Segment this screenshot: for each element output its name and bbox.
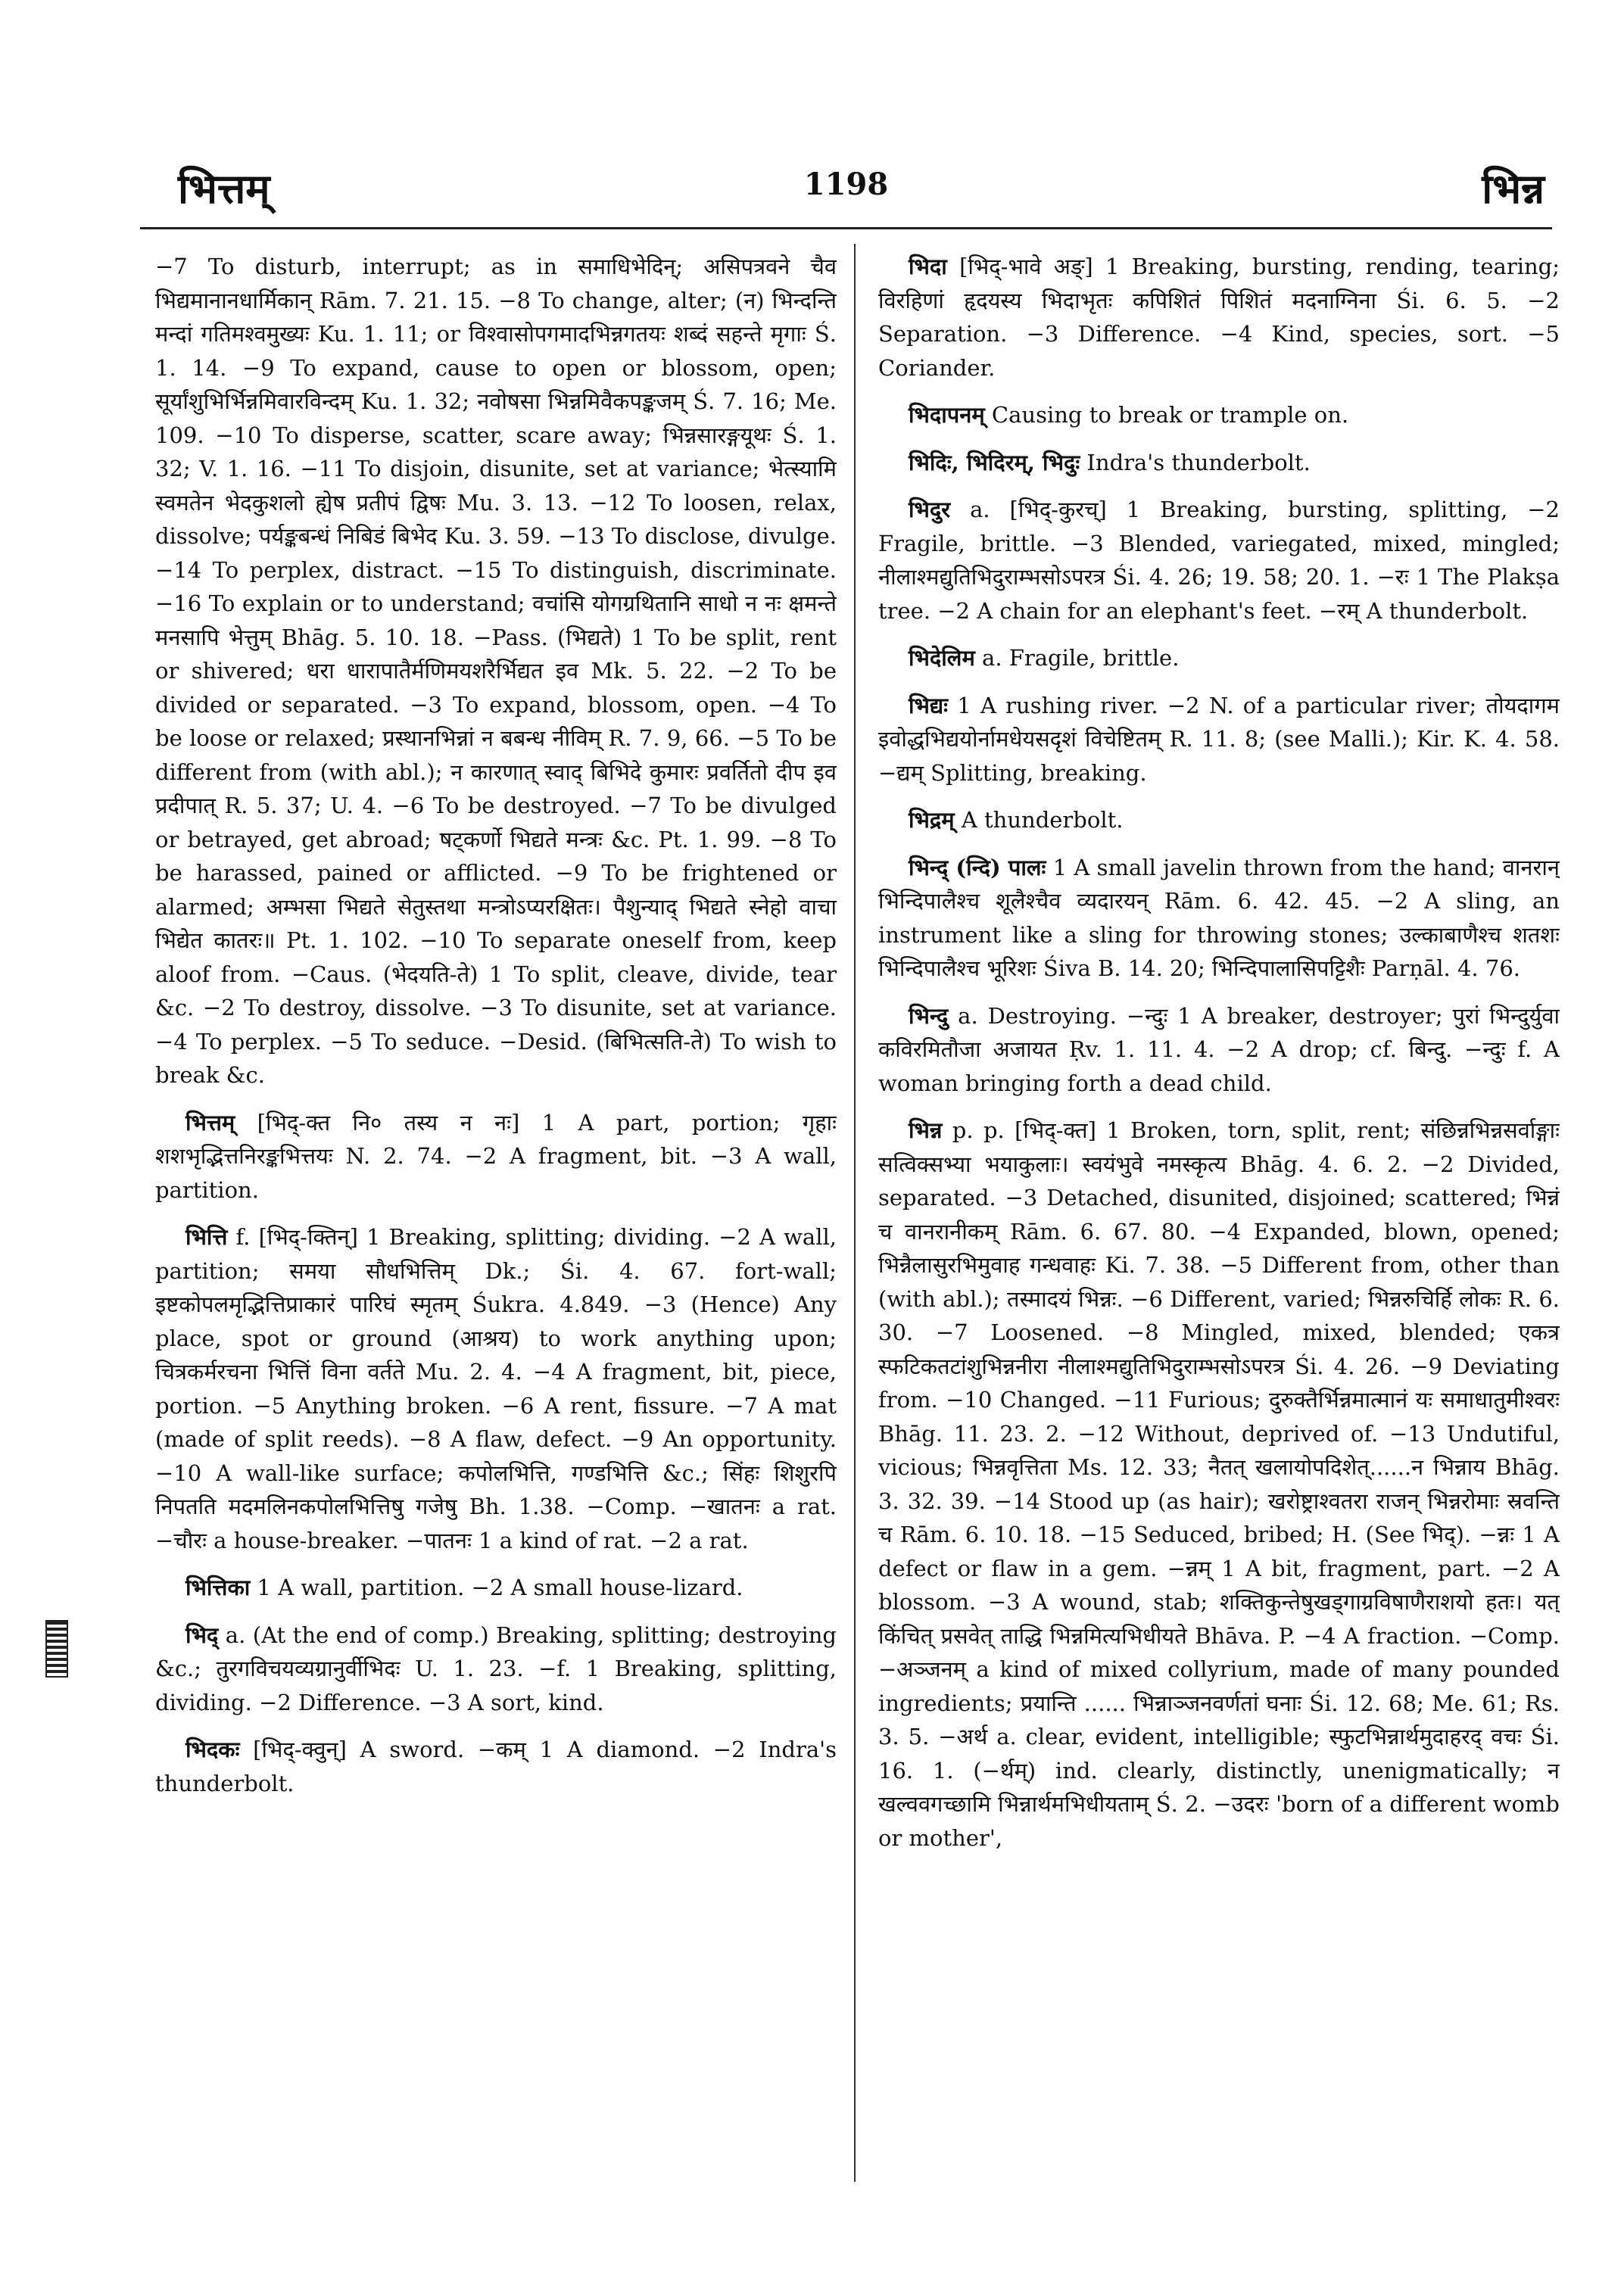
entry-headword: भित्ति <box>185 1224 228 1250</box>
entry-definition: a. (At the end of comp.) Breaking, splitting; destroying &c.; तुरगविचयव्यग्रानुर्वीभिदः U. 1. 23. −f. 1 Breaking, splitting, dividing. −2 Difference. −3 A sort, kind. <box>155 1622 837 1715</box>
entry-definition: [भिद्-भावे अङ्] 1 Breaking, bursting, rending, tearing; विरहिणां हृदयस्य भिदाभृतः कपिशितं पिशितं मदनाग्निना Śi. 6. 5. −2 Separation. −3 Difference. −4 Kind, species, sort. −5 Coriander. <box>878 254 1560 381</box>
left-guide-word: भित्तम् <box>178 164 270 213</box>
dictionary-entry <box>155 1733 837 1800</box>
entry-definition: [भिद्-क्त नि० तस्य न नः] 1 A part, portion; गृहाः शशभृद्भित्तनिरङ्कभित्तयः N. 2. 74. −2 A fragment, bit. −3 A wall, partition. <box>155 1109 837 1203</box>
entry-definition: 1 A small javelin thrown from the hand; वानरान् भिन्दिपालैश्च शूलैश्चैव व्यदारयन् Rām. 6. 42. 45. −2 A sling, an instrument like a sling for throwing stones; उल्काबाणैश्च शतशः भिन्दिपालैश्च भूरिशः Śiva B. 14. 20; भिन्दिपालासिपट्टिशैः Parṇāl. 4. 76. <box>878 854 1560 981</box>
right-guide-word: भिन्न <box>1482 164 1545 213</box>
entry-headword: भिद्रम् <box>909 807 955 833</box>
entry-headword: भिन्दु <box>909 1002 949 1029</box>
entry-headword: भिद्यः <box>909 692 949 718</box>
entry-headword: भिन्द् (न्दि) पालः <box>909 854 1046 880</box>
entry-definition: 1 A rushing river. −2 N. of a particular river; तोयदागम इवोद्धभिद्ययोर्नामधेयसदृशं विचेष्टितम् R. 11. 8; (see Malli.); Kir. K. 4. 58. −द्यम् Splitting, breaking. <box>878 692 1560 786</box>
entry-headword: भिदिः, भिदिरम्, भिदुः <box>909 449 1080 475</box>
entry-definition: A thunderbolt. <box>954 807 1124 833</box>
dictionary-entry <box>155 1220 837 1557</box>
dictionary-entry <box>878 999 1560 1101</box>
dictionary-entry <box>878 641 1560 675</box>
dictionary-entry <box>155 1106 837 1207</box>
dictionary-entry <box>878 803 1560 837</box>
page-number: 1198 <box>803 167 889 202</box>
entry-headword: भिन्न <box>909 1117 943 1143</box>
entry-headword: भिदुर <box>909 497 951 522</box>
page-header <box>140 159 1552 227</box>
right-column <box>878 250 1560 2210</box>
dictionary-entry <box>878 493 1560 628</box>
dictionary-entry <box>878 1114 1560 1855</box>
dictionary-entry <box>878 689 1560 790</box>
dictionary-entry <box>878 851 1560 986</box>
dictionary-entry <box>878 250 1560 385</box>
entry-definition: [भिद्-क्वुन्] A sword. −कम् 1 A diamond. −2 Indra's thunderbolt. <box>155 1737 837 1796</box>
entry-definition: 1 A wall, partition. −2 A small house-lizard. <box>250 1575 743 1600</box>
dictionary-entry <box>155 1618 837 1720</box>
dictionary-entry <box>878 446 1560 480</box>
left-column <box>155 250 837 2180</box>
entry-definition: a. [भिद्-कुरच्] 1 Breaking, bursting, splitting, −2 Fragile, brittle. −3 Blended, variegated, mixed, mingled; नीलाश्मद्युतिभिदुराम्भसोऽपरत्र Śi. 4. 26; 19. 58; 20. 1. −रः 1 The Plakṣa tree. −2 A chain for an elephant's feet. −रम् A thunderbolt. <box>878 497 1560 624</box>
entry-headword: भिदकः <box>185 1737 240 1762</box>
dictionary-entry <box>155 1571 837 1605</box>
entry-definition: p. p. [भिद्-क्त] 1 Broken, torn, split, rent; संछिन्नभिन्नसर्वाङ्गाः सत्विक्सभ्या भयाकुलाः। स्वयंभुवे नमस्कृत्य Bhāg. 4. 6. 2. −2 Divided, separated. −3 Detached, disunited, disjoined; scattered; भिन्नं च वानरानीकम् Rām. 6. 67. 80. −4 Expanded, blown, opened; भिन्नैलासुरभिमुवाह गन्धवाहः Ki. 7. 38. −5 Different from, other than (with abl.); तस्मादयं भिन्नः. −6 Different, varied; भिन्नरुचिर्हि लोकः R. 6. 30. −7 Loosened. −8 Mingled, mixed, blended; एकत्र स्फटिकतटांशुभिन्ननीरा नीलाश्मद्युतिभिदुराम्भसोऽपरत्र Śi. 4. 26. −9 Deviating from. −10 Changed. −11 Furious; दुरुक्तैर्भिन्नमात्मानं यः समाधातुमीश्वरः Bhāg. 11. 23. 2. −12 Without, deprived of. −13 Undutiful, vicious; भिन्नवृत्तिता Ms. 12. 33; नैतत् खलायोपदिशेत्......न भिन्नाय Bhāg. 3. 32. 39. −14 Stood up (as hair); खरोष्ट्राश्वतरा राजन् भिन्नरोमाः स्रवन्ति च Rām. 6. 10. 18. −15 Seduced, bribed; H. (See भिद्). −न्नः 1 A defect or flaw in a gem. −न्नम् 1 A bit, fragment, part. −2 A blossom. −3 A wound, stab; शक्तिकुन्तेषुखड्गाग्रविषाणैराशयो हतः। यत् किंचित् प्रसवेत् ताद्धि भिन्नमित्यभिधीयते Bhāva. P. −4 A fraction. −Comp. −अञ्जनम् a kind of mixed collyrium, made of many pounded ingredients; प्रयान्ति ...... भिन्नाञ्जनवर्णतां घनाः Śi. 12. 68; Me. 61; Rs. 3. 5. −अर्थ a. clear, evident, intelligible; स्फुटभिन्नार्थमुदाहरद् वचः Śi. 16. 1. (−र्थम्) ind. clearly, distinctly, unenigmatically; न खल्ववगच्छामि भिन्नार्थमभिधीयताम् Ś. 2. −उदरः 'born of a different womb or mother', <box>878 1117 1560 1851</box>
entry-headword: भिदेलिम <box>909 645 975 671</box>
entry-headword: भिदापनम् <box>909 402 985 428</box>
entry-headword: भित्तिका <box>185 1575 251 1600</box>
entry-headword: भित्तम् <box>185 1109 235 1136</box>
entry-definition: Causing to break or trample on. <box>984 402 1349 428</box>
margin-marker <box>45 1620 68 1678</box>
entry-definition: Indra's thunderbolt. <box>1080 449 1311 475</box>
header-rule <box>140 227 1552 229</box>
entry-definition: f. [भिद्-क्तिन्] 1 Breaking, splitting; dividing. −2 A wall, partition; समया सौधभित्तिम् Dk.; Śi. 4. 67. fort-wall; इष्टकोपलमृद्भित्तिप्राकारं पारिघं स्मृतम् Śukra. 4.849. −3 (Hence) Any place, spot or ground (आश्रय) to work anything upon; चित्रकर्मरचना भित्तिं विना वर्तते Mu. 2. 4. −4 A fragment, bit, piece, portion. −5 Anything broken. −6 A rent, fissure. −7 A mat (made of split reeds). −8 A flaw, defect. −9 An opportunity. −10 A wall-like surface; कपोलभित्ति, गण्डभित्ति &c.; सिंहः शिशुरपि निपतति मदमलिनकपोलभित्तिषु गजेषु Bh. 1.38. −Comp. −खातनः a rat. −चौरः a house-breaker. −पातनः 1 a kind of rat. −2 a rat. <box>155 1224 837 1553</box>
entry-definition: a. Fragile, brittle. <box>974 645 1180 671</box>
entry-definition: −7 To disturb, interrupt; as in समाधिभेदिन्; असिपत्रवने चैव भिद्यमानानधार्मिकान् Rām. 7. 21. 15. −8 To change, alter; (न) भिन्दन्ति मन्दां गतिमश्वमुख्यः Ku. 1. 11; or विश्वासोपगमादभिन्नगतयः शब्दं सहन्ते मृगाः Ś. 1. 14. −9 To expand, cause to open or blossom, open; सूर्यांशुभिर्भिन्नमिवारविन्दम् Ku. 1. 32; नवोषसा भिन्नमिवैकपङ्कजम् Ś. 7. 16; Me. 109. −10 To disperse, scatter, scare away; भिन्नसारङ्गयूथः Ś. 1. 32; V. 1. 16. −11 To disjoin, disunite, set at variance; भेत्स्यामि स्वमतेन भेदकुशलो ह्येष प्रतीपं द्विषः Mu. 3. 13. −12 To loosen, relax, dissolve; पर्यङ्कबन्धं निबिडं बिभेद Ku. 3. 59. −13 To disclose, divulge. −14 To perplex, distract. −15 To distinguish, discriminate. −16 To explain or to understand; वचांसि योगग्रथितानि साधो न नः क्षमन्ते मनसापि भेत्तुम् Bhāg. 5. 10. 18. −Pass. (भिद्यते) 1 To be split, rent or shivered; धरा धारापातैर्मणिमयशरैर्भिद्यत इव Mk. 5. 22. −2 To be divided or separated. −3 To expand, blossom, open. −4 To be loose or relaxed; प्रस्थानभिन्नां न बबन्ध नीविम् R. 7. 9, 66. −5 To be different from (with abl.); न कारणात् स्वाद् बिभिदे कुमारः प्रवर्तितो दीप इव प्रदीपात् R. 5. 37; U. 4. −6 To be destroyed. −7 To be divulged or betrayed, get abroad; षट्कर्णो भिद्यते मन्त्रः &c. Pt. 1. 99. −8 To be harassed, pained or afflicted. −9 To be frightened or alarmed; अम्भसा भिद्यते सेतुस्तथा मन्त्रोऽप्यरक्षितः। पैशुन्याद् भिद्यते स्नेहो वाचा भिद्येत कातरः॥ Pt. 1. 102. −10 To separate oneself from, keep aloof from. −Caus. (भेदयति-ते) 1 To split, cleave, divide, tear &c. −2 To destroy, dissolve. −3 To disunite, set at variance. −4 To perplex. −5 To seduce. −Desid. (बिभित्सति-ते) To wish to break &c. <box>155 254 837 1088</box>
dictionary-entry <box>878 398 1560 432</box>
dictionary-entry <box>155 250 837 1092</box>
entry-definition: a. Destroying. −न्दुः 1 A breaker, destroyer; पुरां भिन्दुर्युवा कविरमितौजा अजायत Ṛv. 1. 11. 4. −2 A drop; cf. बिन्दु. −न्दुः f. A woman bringing forth a dead child. <box>878 1002 1560 1096</box>
entry-headword: भिद् <box>185 1622 219 1648</box>
entry-headword: भिदा <box>909 254 947 279</box>
column-divider <box>854 244 856 2182</box>
